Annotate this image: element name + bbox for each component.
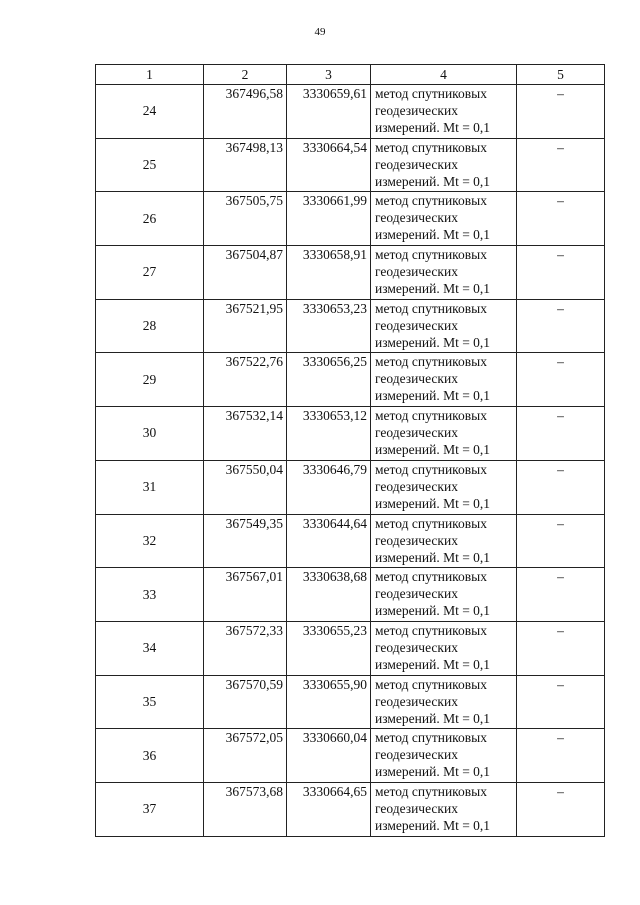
note-cell: – <box>517 568 605 622</box>
method-line: измерений. Mt = 0,1 <box>375 227 491 243</box>
method-line: измерений. Mt = 0,1 <box>375 173 491 189</box>
y-coordinate-cell: 3330655,23 <box>287 621 371 675</box>
column-header-5: 5 <box>517 65 605 85</box>
y-coordinate-cell: 3330658,91 <box>287 246 371 300</box>
point-number-cell: 33 <box>96 568 204 622</box>
column-header-3: 3 <box>287 65 371 85</box>
method-line: метод спутниковых <box>375 408 487 424</box>
table-row <box>96 246 605 300</box>
method-cell <box>371 729 517 783</box>
method-line: метод спутниковых <box>375 515 487 531</box>
table-row <box>96 85 605 139</box>
table-row <box>96 621 605 675</box>
x-coordinate-cell: 367550,04 <box>204 460 287 514</box>
note-cell: – <box>517 299 605 353</box>
method-line: измерений. Mt = 0,1 <box>375 334 491 350</box>
method-line: метод спутниковых <box>375 569 487 585</box>
point-number-cell: 26 <box>96 192 204 246</box>
method-line: измерений. Mt = 0,1 <box>375 442 491 458</box>
table-row <box>96 782 605 836</box>
method-cell <box>371 621 517 675</box>
note-cell: – <box>517 460 605 514</box>
y-coordinate-cell: 3330655,90 <box>287 675 371 729</box>
method-line: геодезических <box>375 800 458 816</box>
table-row <box>96 568 605 622</box>
y-coordinate-cell: 3330664,65 <box>287 782 371 836</box>
method-line: измерений. Mt = 0,1 <box>375 656 491 672</box>
method-cell <box>371 246 517 300</box>
x-coordinate-cell: 367572,33 <box>204 621 287 675</box>
column-header-4: 4 <box>371 65 517 85</box>
point-number-cell: 28 <box>96 299 204 353</box>
x-coordinate-cell: 367496,58 <box>204 85 287 139</box>
y-coordinate-cell: 3330661,99 <box>287 192 371 246</box>
table-row <box>96 353 605 407</box>
method-line: геодезических <box>375 747 458 763</box>
x-coordinate-cell: 367521,95 <box>204 299 287 353</box>
method-cell <box>371 407 517 461</box>
table-row <box>96 299 605 353</box>
method-line: геодезических <box>375 264 458 280</box>
point-number-cell: 32 <box>96 514 204 568</box>
method-line: геодезических <box>375 639 458 655</box>
method-line: метод спутниковых <box>375 622 487 638</box>
y-coordinate-cell: 3330664,54 <box>287 138 371 192</box>
method-cell <box>371 192 517 246</box>
method-line: измерений. Mt = 0,1 <box>375 764 491 780</box>
y-coordinate-cell: 3330659,61 <box>287 85 371 139</box>
x-coordinate-cell: 367505,75 <box>204 192 287 246</box>
note-cell: – <box>517 729 605 783</box>
x-coordinate-cell: 367522,76 <box>204 353 287 407</box>
method-line: измерений. Mt = 0,1 <box>375 710 491 726</box>
point-number-cell: 24 <box>96 85 204 139</box>
coordinates-table <box>95 64 605 837</box>
x-coordinate-cell: 367567,01 <box>204 568 287 622</box>
method-line: геодезических <box>375 693 458 709</box>
method-line: измерений. Mt = 0,1 <box>375 495 491 511</box>
note-cell: – <box>517 514 605 568</box>
note-cell: – <box>517 621 605 675</box>
method-line: метод спутниковых <box>375 461 487 477</box>
x-coordinate-cell: 367498,13 <box>204 138 287 192</box>
method-line: метод спутниковых <box>375 193 487 209</box>
note-cell: – <box>517 246 605 300</box>
method-line: геодезических <box>375 425 458 441</box>
method-line: геодезических <box>375 532 458 548</box>
method-cell <box>371 675 517 729</box>
method-line: метод спутниковых <box>375 139 487 155</box>
method-line: метод спутниковых <box>375 730 487 746</box>
column-header-2: 2 <box>204 65 287 85</box>
x-coordinate-cell: 367573,68 <box>204 782 287 836</box>
method-line: геодезических <box>375 156 458 172</box>
note-cell: – <box>517 675 605 729</box>
y-coordinate-cell: 3330660,04 <box>287 729 371 783</box>
method-line: измерений. Mt = 0,1 <box>375 388 491 404</box>
y-coordinate-cell: 3330646,79 <box>287 460 371 514</box>
table-row <box>96 729 605 783</box>
x-coordinate-cell: 367549,35 <box>204 514 287 568</box>
method-line: метод спутниковых <box>375 783 487 799</box>
y-coordinate-cell: 3330653,12 <box>287 407 371 461</box>
method-line: измерений. Mt = 0,1 <box>375 603 491 619</box>
y-coordinate-cell: 3330653,23 <box>287 299 371 353</box>
point-number-cell: 37 <box>96 782 204 836</box>
method-line: геодезических <box>375 478 458 494</box>
note-cell: – <box>517 353 605 407</box>
method-cell <box>371 514 517 568</box>
column-header-1: 1 <box>96 65 204 85</box>
x-coordinate-cell: 367532,14 <box>204 407 287 461</box>
method-line: измерений. Mt = 0,1 <box>375 281 491 297</box>
method-cell <box>371 460 517 514</box>
table-row <box>96 138 605 192</box>
point-number-cell: 25 <box>96 138 204 192</box>
method-line: измерений. Mt = 0,1 <box>375 817 491 833</box>
method-line: метод спутниковых <box>375 676 487 692</box>
method-cell <box>371 353 517 407</box>
method-cell <box>371 782 517 836</box>
point-number-cell: 29 <box>96 353 204 407</box>
note-cell: – <box>517 138 605 192</box>
table-row <box>96 460 605 514</box>
point-number-cell: 36 <box>96 729 204 783</box>
method-line: геодезических <box>375 103 458 118</box>
point-number-cell: 34 <box>96 621 204 675</box>
note-cell: – <box>517 85 605 139</box>
method-line: измерений. Mt = 0,1 <box>375 120 491 135</box>
table-header-row <box>96 65 605 85</box>
method-line: метод спутниковых <box>375 247 487 263</box>
note-cell: – <box>517 782 605 836</box>
method-cell <box>371 299 517 353</box>
method-line: геодезических <box>375 371 458 387</box>
note-cell: – <box>517 192 605 246</box>
method-line: измерений. Mt = 0,1 <box>375 549 491 565</box>
method-cell <box>371 138 517 192</box>
point-number-cell: 27 <box>96 246 204 300</box>
table-row <box>96 192 605 246</box>
y-coordinate-cell: 3330644,64 <box>287 514 371 568</box>
point-number-cell: 35 <box>96 675 204 729</box>
method-line: метод спутниковых <box>375 354 487 370</box>
y-coordinate-cell: 3330638,68 <box>287 568 371 622</box>
method-line: геодезических <box>375 210 458 226</box>
table-row <box>96 514 605 568</box>
note-cell: – <box>517 407 605 461</box>
method-cell <box>371 85 517 139</box>
method-line: метод спутниковых <box>375 300 487 316</box>
method-cell <box>371 568 517 622</box>
table-row <box>96 675 605 729</box>
table-row <box>96 407 605 461</box>
y-coordinate-cell: 3330656,25 <box>287 353 371 407</box>
point-number-cell: 30 <box>96 407 204 461</box>
point-number-cell: 31 <box>96 460 204 514</box>
x-coordinate-cell: 367570,59 <box>204 675 287 729</box>
method-line: геодезических <box>375 317 458 333</box>
method-line: геодезических <box>375 586 458 602</box>
x-coordinate-cell: 367504,87 <box>204 246 287 300</box>
page-number: 49 <box>314 26 326 38</box>
x-coordinate-cell: 367572,05 <box>204 729 287 783</box>
method-line: метод спутниковых <box>375 86 487 101</box>
